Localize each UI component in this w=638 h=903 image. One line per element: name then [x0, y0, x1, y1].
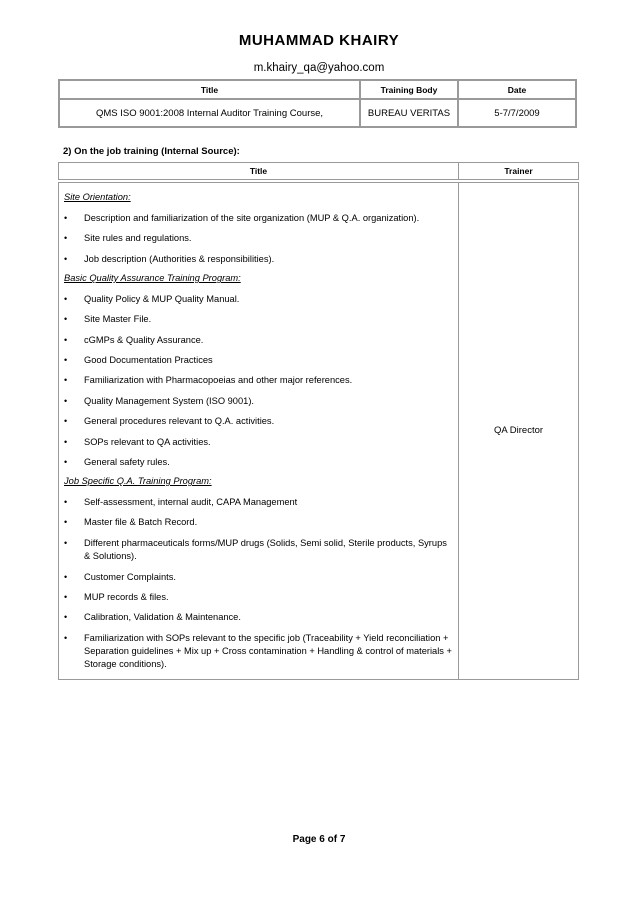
list-item-text: Quality Management System (ISO 9001).	[84, 396, 254, 406]
external-training-table	[58, 79, 577, 128]
bullet: •	[64, 612, 68, 622]
list-item-text: MUP records & files.	[84, 592, 169, 602]
column-header-date: Date	[458, 80, 576, 99]
bullet: •	[64, 396, 68, 406]
list-item	[64, 212, 454, 225]
list-item-text: cGMPs & Quality Assurance.	[84, 335, 204, 345]
list-item	[64, 354, 454, 367]
author-email: m.khairy_qa@yahoo.com	[253, 62, 385, 74]
column-header-title: Title	[59, 80, 360, 99]
bullet: •	[64, 294, 68, 304]
cell-training-body: BUREAU VERITAS	[360, 99, 458, 127]
list-item	[64, 496, 454, 509]
list-item-text: Description and familiarization of the site organization (MUP & Q.A. organization).	[84, 213, 420, 223]
bullet: •	[64, 213, 68, 223]
cell-date: 5-7/7/2009	[458, 99, 576, 127]
list-item-text: Customer Complaints.	[84, 572, 176, 582]
bullet: •	[64, 355, 68, 365]
ojt-table-header	[58, 162, 579, 180]
trainer-cell	[459, 183, 578, 679]
bullet: •	[64, 314, 68, 324]
list-item-text: Master file & Batch Record.	[84, 517, 198, 527]
list-item	[64, 395, 454, 408]
bullet: •	[64, 517, 68, 527]
bullet: •	[64, 437, 68, 447]
column-header-training-body: Training Body	[360, 80, 458, 99]
list-item	[64, 374, 454, 387]
list-item-text: Good Documentation Practices	[84, 355, 213, 365]
list-item-text: Familiarization with SOPs relevant to the specific job (Traceability + Yield reconciliation + Separation guidelines + Mix up + Cross contamination + Handling & control of materials + Storage conditions).	[84, 633, 452, 669]
list-item-text: Calibration, Validation & Maintenance.	[84, 612, 241, 622]
list-item-text: SOPs relevant to QA activities.	[84, 437, 211, 447]
list-item	[64, 293, 454, 306]
table-row	[59, 99, 576, 127]
list-item-text: General safety rules.	[84, 457, 170, 467]
author-name: MUHAMMAD KHAIRY	[238, 32, 400, 49]
group-title: Job Specific Q.A. Training Program:	[64, 476, 212, 486]
bullet: •	[64, 572, 68, 582]
bullet: •	[64, 592, 68, 602]
group-title: Basic Quality Assurance Training Program:	[64, 273, 241, 283]
bullet: •	[64, 375, 68, 385]
list-item	[64, 611, 454, 624]
list-item-text: Job description (Authorities & responsibilities).	[84, 254, 275, 264]
list-item	[64, 632, 454, 671]
bullet: •	[64, 497, 68, 507]
bullet: •	[64, 254, 68, 264]
list-item	[64, 415, 454, 428]
bullet: •	[64, 416, 68, 426]
ojt-table-body	[58, 182, 579, 680]
list-item	[64, 232, 454, 245]
trainer-name: QA Director	[493, 425, 544, 436]
list-item	[64, 334, 454, 347]
list-item-text: Self-assessment, internal audit, CAPA Management	[84, 497, 298, 507]
list-item	[64, 436, 454, 449]
column-header-trainer: Trainer	[504, 166, 533, 176]
table-header-row	[59, 80, 576, 99]
bullet: •	[64, 633, 68, 643]
list-item	[64, 537, 454, 563]
list-item	[64, 456, 454, 469]
bullet: •	[64, 538, 68, 548]
list-item-text: Site Master File.	[84, 314, 152, 324]
section-heading: 2) On the job training (Internal Source):	[63, 146, 240, 157]
list-item	[64, 313, 454, 326]
page-number: Page 6 of 7	[292, 834, 346, 845]
list-item-text: Quality Policy & MUP Quality Manual.	[84, 294, 240, 304]
cell-title: QMS ISO 9001:2008 Internal Auditor Training Course,	[59, 99, 360, 127]
list-item-text: Site rules and regulations.	[84, 233, 192, 243]
list-item	[64, 253, 454, 266]
training-topics-cell	[59, 183, 459, 679]
list-item-text: General procedures relevant to Q.A. activities.	[84, 416, 275, 426]
column-header-title: Title	[59, 163, 459, 179]
group-title: Site Orientation:	[64, 192, 131, 202]
list-item	[64, 516, 454, 529]
bullet: •	[64, 457, 68, 467]
list-item-text: Different pharmaceuticals forms/MUP drugs (Solids, Semi solid, Sterile products, Syrups & Solutions).	[84, 538, 447, 561]
bullet: •	[64, 335, 68, 345]
list-item	[64, 591, 454, 604]
list-item	[64, 571, 454, 584]
list-item-text: Familiarization with Pharmacopoeias and other major references.	[84, 375, 353, 385]
bullet: •	[64, 233, 68, 243]
